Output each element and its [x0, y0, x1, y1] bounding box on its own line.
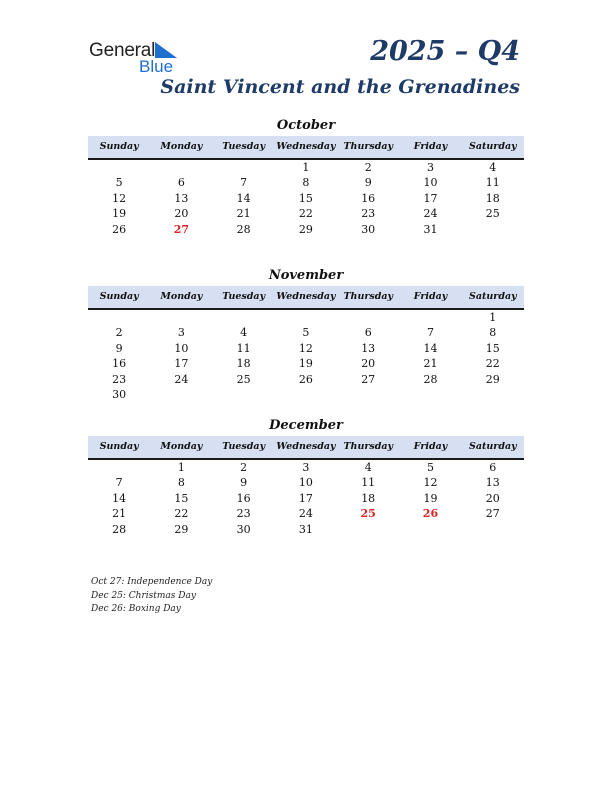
day-cell: 29	[174, 522, 189, 536]
day-cell: 26	[422, 507, 439, 521]
holiday-note: Dec 26: Boxing Day	[91, 604, 181, 614]
empty-day-cell	[399, 522, 461, 537]
day-cell: 8	[489, 326, 497, 340]
day-cell: 28	[236, 222, 251, 236]
empty-day-cell	[150, 160, 212, 175]
empty-day-cell	[337, 310, 399, 325]
day-cell: 20	[361, 357, 376, 371]
day-cell: 18	[236, 357, 251, 371]
empty-day-cell	[88, 160, 150, 175]
day-cell: 18	[361, 491, 376, 505]
month-october	[88, 116, 524, 237]
day-cell: 5	[426, 461, 434, 474]
day-cell: 12	[298, 341, 313, 355]
day-cell: 1	[302, 161, 310, 174]
day-cell: 8	[302, 176, 310, 190]
day-cell: 25	[236, 372, 251, 386]
day-cell: 21	[236, 207, 251, 221]
day-cell: 1	[489, 311, 497, 324]
month-title: November	[268, 268, 344, 283]
empty-day-cell	[213, 310, 275, 325]
weekday-label: Monday	[160, 141, 203, 152]
day-cell: 12	[423, 476, 438, 490]
day-cell: 25	[485, 207, 500, 221]
month-title: December	[269, 418, 343, 433]
day-cell: 24	[298, 507, 313, 521]
day-cell: 11	[361, 476, 376, 490]
day-cell: 24	[423, 207, 438, 221]
month-title: October	[276, 118, 336, 133]
day-cell: 27	[485, 507, 500, 521]
day-cell: 6	[489, 461, 497, 474]
day-cell: 2	[364, 161, 372, 174]
day-cell: 28	[423, 372, 438, 386]
day-cell: 23	[112, 372, 127, 386]
page-subtitle: Saint Vincent and the Grenadines	[160, 76, 520, 98]
weekday-header	[88, 136, 524, 160]
day-cell: 7	[240, 176, 248, 190]
day-cell: 3	[302, 461, 310, 474]
holiday-notes	[91, 576, 212, 617]
empty-day-cell	[399, 387, 461, 402]
brand-logo	[89, 40, 189, 76]
day-cell: 10	[423, 176, 438, 190]
page-title: 2025 – Q4	[370, 36, 520, 67]
weekday-label: Tuesday	[222, 291, 266, 302]
empty-day-cell	[462, 222, 524, 237]
empty-day-cell	[150, 310, 212, 325]
day-cell: 9	[115, 341, 123, 355]
day-cell: 14	[236, 191, 251, 205]
day-cell: 12	[112, 191, 127, 205]
day-cell: 14	[112, 491, 127, 505]
day-cell: 2	[240, 461, 248, 474]
day-cell: 5	[115, 176, 123, 190]
day-cell: 13	[361, 341, 376, 355]
day-cell: 8	[177, 476, 185, 490]
day-cell: 23	[361, 207, 376, 221]
weekday-header	[88, 286, 524, 310]
weekday-label: Saturday	[469, 441, 517, 452]
day-cell: 19	[112, 207, 127, 221]
day-cell: 5	[302, 326, 310, 340]
empty-day-cell	[88, 460, 150, 475]
day-cell: 11	[485, 176, 500, 190]
empty-day-cell	[213, 387, 275, 402]
weekday-label: Wednesday	[276, 441, 336, 452]
weekday-header	[88, 436, 524, 460]
day-cell: 14	[423, 341, 438, 355]
month-november	[88, 266, 524, 402]
day-cell: 7	[426, 326, 434, 340]
logo-text-general: General	[89, 40, 156, 61]
day-cell: 29	[485, 372, 500, 386]
weekday-label: Thursday	[343, 141, 394, 152]
day-cell: 13	[485, 476, 500, 490]
weekday-label: Sunday	[99, 141, 139, 152]
day-cell: 17	[423, 191, 438, 205]
empty-day-cell	[337, 387, 399, 402]
day-cell: 3	[426, 161, 434, 174]
weekday-label: Saturday	[469, 291, 517, 302]
day-cell: 10	[298, 476, 313, 490]
empty-day-cell	[462, 387, 524, 402]
day-cell: 19	[423, 491, 438, 505]
day-cell: 19	[298, 357, 313, 371]
day-cell: 13	[174, 191, 189, 205]
day-cell: 30	[112, 387, 127, 401]
day-cell: 18	[485, 191, 500, 205]
day-cell: 17	[298, 491, 313, 505]
day-cell: 16	[236, 491, 251, 505]
weekday-label: Tuesday	[222, 141, 266, 152]
day-cell: 7	[115, 476, 123, 490]
day-cell: 20	[485, 491, 500, 505]
logo-triangle-icon	[155, 42, 177, 58]
day-cell: 4	[489, 161, 497, 174]
day-cell: 26	[112, 222, 127, 236]
weekday-label: Tuesday	[222, 441, 266, 452]
day-cell: 15	[298, 191, 313, 205]
weekday-label: Saturday	[469, 141, 517, 152]
empty-day-cell	[88, 310, 150, 325]
day-grid	[88, 460, 524, 537]
day-grid	[88, 160, 524, 237]
day-cell: 25	[360, 507, 376, 521]
weekday-label: Thursday	[343, 291, 394, 302]
day-cell: 21	[112, 507, 127, 521]
day-cell: 6	[177, 176, 185, 190]
day-cell: 17	[174, 357, 189, 371]
day-cell: 26	[298, 372, 313, 386]
day-cell: 1	[177, 461, 185, 474]
day-cell: 22	[174, 507, 189, 521]
day-cell: 16	[361, 191, 376, 205]
day-cell: 11	[236, 341, 251, 355]
empty-day-cell	[275, 387, 337, 402]
day-cell: 16	[112, 357, 127, 371]
empty-day-cell	[275, 310, 337, 325]
weekday-label: Monday	[160, 441, 203, 452]
empty-day-cell	[213, 160, 275, 175]
day-cell: 9	[364, 176, 372, 190]
weekday-label: Friday	[413, 441, 448, 452]
weekday-label: Sunday	[99, 441, 139, 452]
day-cell: 15	[485, 341, 500, 355]
month-december	[88, 416, 524, 537]
day-cell: 9	[240, 476, 248, 490]
day-cell: 22	[485, 357, 500, 371]
day-cell: 24	[174, 372, 189, 386]
day-cell: 4	[364, 461, 372, 474]
day-cell: 30	[361, 222, 376, 236]
weekday-label: Monday	[160, 291, 203, 302]
day-cell: 6	[364, 326, 372, 340]
empty-day-cell	[150, 387, 212, 402]
holiday-note: Dec 25: Christmas Day	[91, 590, 196, 601]
weekday-label: Friday	[413, 141, 448, 152]
weekday-label: Thursday	[343, 441, 394, 452]
day-cell: 23	[236, 507, 251, 521]
day-cell: 22	[298, 207, 313, 221]
day-cell: 28	[112, 522, 127, 536]
day-cell: 27	[173, 222, 190, 236]
day-cell: 3	[177, 326, 185, 340]
logo-text-blue: Blue	[139, 57, 174, 76]
day-cell: 27	[361, 372, 376, 386]
day-cell: 15	[174, 491, 189, 505]
day-cell: 4	[240, 326, 248, 340]
weekday-label: Friday	[413, 291, 448, 302]
day-cell: 29	[298, 222, 313, 236]
empty-day-cell	[399, 310, 461, 325]
weekday-label: Sunday	[99, 291, 139, 302]
day-cell: 20	[174, 207, 189, 221]
holiday-note: Oct 27: Independence Day	[91, 577, 213, 587]
day-cell: 31	[423, 222, 438, 236]
day-cell: 2	[115, 326, 123, 340]
day-cell: 10	[174, 341, 189, 355]
day-grid	[88, 310, 524, 402]
empty-day-cell	[337, 522, 399, 537]
day-cell: 30	[236, 522, 251, 536]
day-cell: 21	[423, 357, 438, 371]
weekday-label: Wednesday	[276, 141, 336, 152]
day-cell: 31	[298, 522, 313, 536]
empty-day-cell	[462, 522, 524, 537]
weekday-label: Wednesday	[276, 291, 336, 302]
